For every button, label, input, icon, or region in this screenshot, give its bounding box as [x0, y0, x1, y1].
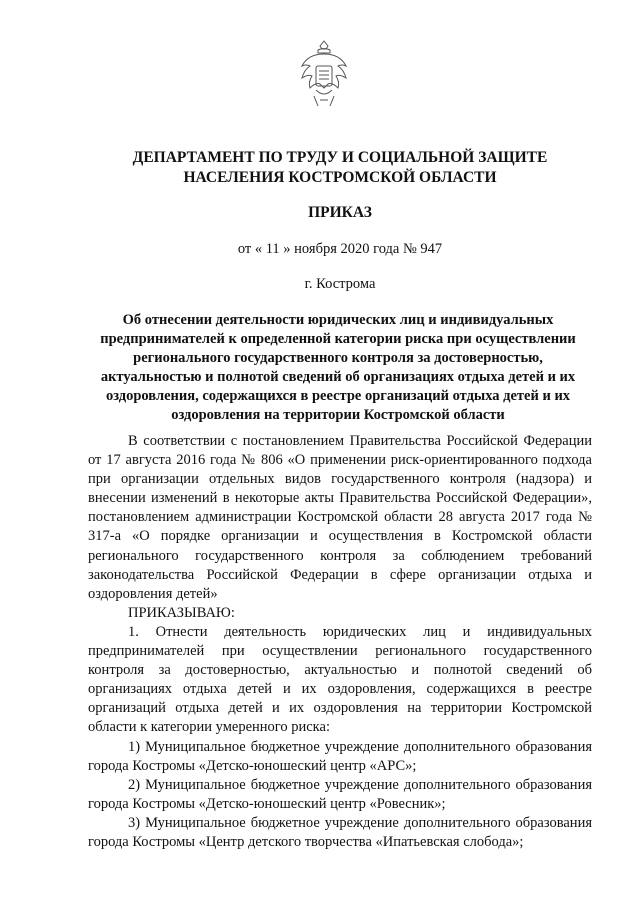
department-line-1: ДЕПАРТАМЕНТ ПО ТРУДУ И СОЦИАЛЬНОЙ ЗАЩИТЕ: [132, 149, 548, 166]
sub-item-2: 2) Муниципальное бюджетное учреждение дополнительного образования города Костромы «Детско-юношеский центр «Ровесник»;: [88, 776, 592, 812]
department-line-2: НАСЕЛЕНИЯ КОСТРОМСКОЙ ОБЛАСТИ: [183, 169, 497, 186]
department-name: [60, 148, 620, 188]
city-line: г. Кострома: [304, 276, 376, 292]
item-1-paragraph: 1. Отнести деятельность юридических лиц и индивидуальных предпринимателей при осуществлении регионального государственного контроля за достоверностью, актуальностью и полнотой сведений об организациях отдыха детей и их оздоровления, содержащихся в реестре организаций отдыха детей и их оздоровления на территории Костромской области к категории умеренного риска:: [88, 623, 592, 736]
document-type-title: ПРИКАЗ: [308, 204, 372, 221]
order-subject: Об отнесении деятельности юридических лиц и индивидуальных предпринимателей к определенной категории риска при осуществлении регионального государственного контроля за достоверностью, актуальностью и полнотой сведений об организациях отдыха детей и их оздоровления, содержащихся в реестре организаций отдыха детей и их оздоровления на территории Костромской области: [100, 312, 576, 423]
sub-item-3: 3) Муниципальное бюджетное учреждение дополнительного образования города Костромы «Центр детского творчества «Ипатьевская слобода»;: [88, 814, 592, 850]
command-line: ПРИКАЗЫВАЮ:: [128, 604, 235, 621]
sub-item-1: 1) Муниципальное бюджетное учреждение дополнительного образования города Костромы «Детско-юношеский центр «АРС»;: [88, 738, 592, 774]
coat-of-arms-emblem: [296, 40, 352, 110]
preamble-paragraph: В соответствии с постановлением Правительства Российской Федерации от 17 августа 2016 года № 806 «О применении риск-ориентированного подхода при организации отдельных видов государственного контроля (надзора) и внесении изменений в некоторые акты Правительства Российской Федерации», постановлением администрации Костромской области 28 августа 2017 года № 317-а «О порядке организации и осуществления в Костромской области регионального государственного контроля за соблюдением требований законодательства Российской Федерации в сфере организации отдыха и оздоровления детей»: [88, 433, 592, 602]
date-and-number: от « 11 » ноября 2020 года № 947: [237, 241, 443, 257]
order-body: [88, 432, 592, 852]
